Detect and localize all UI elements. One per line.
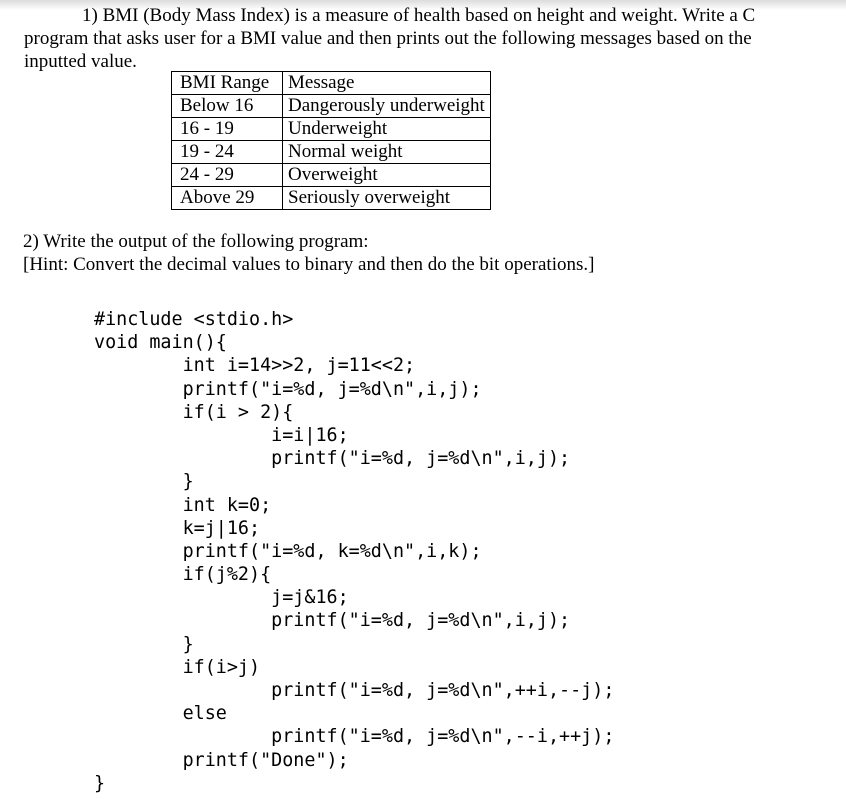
code-line: } [94,633,194,655]
question-2-hint: [Hint: Convert the decimal values to binary and then do the bit operations.] [23,254,595,275]
message-cell: Underweight [283,118,491,141]
bmi-table [171,71,491,210]
question-2 [23,230,594,276]
table-row [172,187,491,210]
code-line: if(i>j) [94,656,261,678]
code-line: #include <stdio.h> [94,309,294,330]
table-row [172,118,491,141]
code-line: if(j%2){ [94,564,272,586]
code-line: printf("Done"); [94,749,349,771]
code-line: printf("i=%d, j=%d\n",++i,--j); [94,680,615,701]
header-bmi-range: BMI Range [172,72,283,95]
code-line: k=j|16; [94,517,261,539]
question-1-text: 1) BMI (Body Mass Index) is a measure of health based on height and weight. Write a C program that asks user for a BMI value and then prints out the following messages based on the inputted value. [24,5,756,72]
code-line: j=j&16; [94,587,349,609]
message-cell: Normal weight [283,141,491,164]
range-cell: Above 29 [172,187,283,210]
code-line: int i=14>>2, j=11<<2; [94,355,416,377]
message-cell: Seriously overweight [283,187,491,210]
code-line: i=i|16; [94,424,349,446]
code-line: } [94,471,194,493]
range-cell: 16 - 19 [172,118,283,141]
table-header-row [172,72,491,95]
message-cell: Overweight [283,164,491,187]
question-2-text: 2) Write the output of the following program: [23,231,369,252]
range-cell: Below 16 [172,95,283,118]
range-cell: 24 - 29 [172,164,283,187]
code-line: printf("i=%d, k=%d\n",i,k); [94,540,482,562]
range-cell: 19 - 24 [172,141,283,164]
code-line: printf("i=%d, j=%d\n",--i,++j); [94,726,615,748]
code-line: void main(){ [94,332,227,354]
table-row [172,164,491,187]
code-line: else [94,703,227,725]
code-line: int k=0; [94,494,272,516]
table-row [172,141,491,164]
code-line: } [94,772,106,794]
code-line: printf("i=%d, j=%d\n",i,j); [94,448,571,470]
code-line: printf("i=%d, j=%d\n",i,j); [94,610,571,632]
header-message: Message [283,72,491,95]
code-line: printf("i=%d, j=%d\n",i,j); [94,378,482,400]
message-cell: Dangerously underweight [283,95,491,118]
table-row [172,95,491,118]
code-listing [94,308,614,795]
code-line: if(i > 2){ [94,401,294,423]
